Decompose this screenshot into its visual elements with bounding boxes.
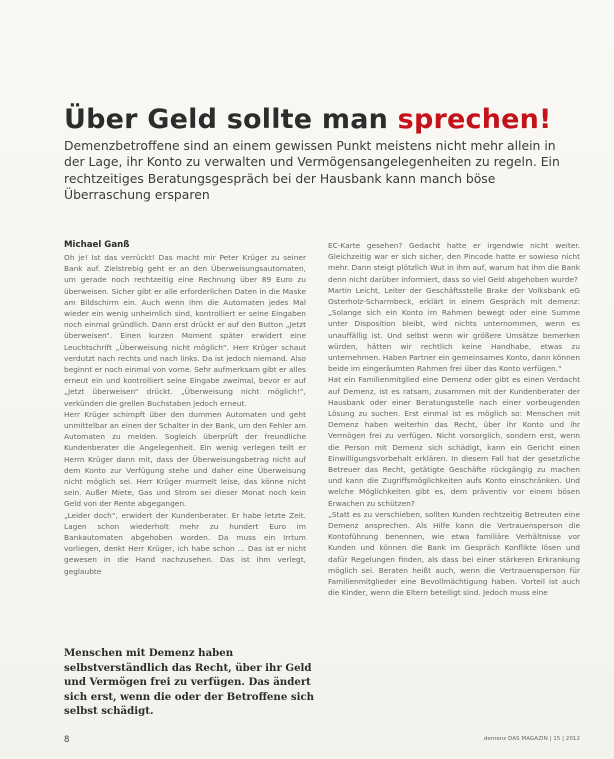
paragraph: EC-Karte gesehen? Gedacht hatte er irgendwie nicht weiter. Gleichzeitig war er sich sicher, den Pincode hatte er sowieso nicht mehr. Dann steigt plötzlich Wut in ihm auf, warum hat ihm die Bank denn nicht darüber informiert, dass so viel Geld abgehoben wurde?: [328, 241, 580, 284]
magazine-footer: demenz DAS MAGAZIN | 15 | 2012: [483, 736, 580, 742]
article-lead: Demenzbetroffene sind an einem gewissen Punkt meistens nicht mehr allein in der Lage, ihr Konto zu verwalten und Vermögensangelegenheiten zu regeln. Ein rechtzeitiges Beratungsgespräch bei der Hausbank kann manch böse Überraschung ersparen: [64, 138, 560, 203]
title-accent: sprechen!: [397, 104, 552, 136]
paragraph: Herr Krüger schimpft über den dummen Automaten und geht unmittelbar an einen der Schalter in der Bank, um den Fehler am Automaten zu melden. Sogleich überprüft der freundliche Kundenberater die Angelegenheit. Ein wenig verlegen teilt er Herrn Krüger dann mit, dass der Überweisungsbetrag nicht auf dem Konto zur Verfügung stehe und daher eine Überweisung nicht möglich sei. Herr Krüger murmelt leise, das könne nicht sein. Außer Miete, Gas und Strom sei dieser Monat noch kein Geld von der Rente abgegangen.: [64, 409, 306, 509]
paragraph: Hat ein Familienmitglied eine Demenz oder gibt es einen Verdacht auf Demenz, ist es ratsam, zusammen mit der Kundenberater der Hausbank oder einer Beratungsstelle nach einer vorbeugenden Lösung zu suchen. Erst einmal ist es möglich so: Menschen mit Demenz haben weiterhin das Recht, über ihr Konto und ihr Vermögen frei zu verfügen. Nicht vorsorglich, sondern erst, wenn die Person mit Demenz sich schädigt, kann ein Gericht einen Einwilligungsvorbehalt erklären. In diesem Fall hat der gesetzliche Betreuer das Recht, getätigte Geschäfte rückgängig zu machen und kann die Zugriffsmöglichkeiten aufs Konto einschränken. Und welche Möglichkeiten gibt es, dem präventiv vor einem bösen Erwachen zu schützen?: [328, 375, 580, 508]
paragraph: Martin Leicht, Leiter der Geschäftsstelle Brake der Volksbank eG Osterholz-Scharmbeck, erklärt in einem Gespräch mit demenz: „Solange sich ein Konto im Rahmen bewegt oder eine Summe unter Disposition bleibt, wird nichts unternommen, wenn es unauffällig ist. Und selbst wenn wir größere Umsätze bemerken würden, hätten wir rechtlich keine Handhabe, etwas zu unternehmen. Haben Partner ein gemeinsames Konto, dann können beide im eingeräumten Rahmen frei über das Konto verfügen.“: [328, 285, 580, 374]
title-main: Über Geld sollte man: [64, 104, 398, 136]
paragraph: „Leider doch“, erwidert der Kundenberater. Er habe letzte Zeit. Lagen schon wiederholt mehr zu hundert Euro im Bankautomaten abgehoben worden. Da muss ein Irrtum vorliegen, denkt Herr Krüger, ich habe schon ... Das ist er nicht gewesen in die Hand nachzusehen. Das ist ihm verlegt, geglaubte: [64, 510, 306, 576]
page-number: 8: [64, 735, 70, 745]
author-byline: Michael Ganß: [64, 240, 130, 250]
body-column-right: [328, 240, 580, 722]
body-column-left: [64, 252, 306, 640]
paragraph: Oh je! Ist das verrückt! Das macht mir Peter Krüger zu seiner Bank auf. Zielstrebig geht er an den Überweisungsautomaten, um gerade noch rechtzeitig eine Rechnung über 89 Euro zu überweisen. Sicher gibt er alle erforderlichen Daten in die Maske am Bildschirm ein. Auch wenn ihm die Automaten jedes Mal wieder ein wenig unheimlich sind, kontrolliert er seine Eingaben noch einmal gründlich. Dann erst drückt er auf den Button „Jetzt überweisen“. Einen kurzen Moment später erwidert eine Leuchtschrift „Überweisung nicht möglich“. Herr Krüger schaut verdutzt nach rechts und nach links. Da ist jedoch niemand. Also beginnt er noch einmal von vorne. Sehr aufmerksam gibt er alles erneut ein und kontrolliert seine Eingabe zweimal, bevor er auf „Jetzt überweisen“ drückt. „Überweisung nicht möglich!“, verkünden die grellen Buchstaben jedoch erneut.: [64, 253, 306, 408]
article-title: [64, 104, 584, 135]
paragraph: „Statt es zu verschieben, sollten Kunden rechtzeitig Betreuten eine Demenz ansprechen. Als Hilfe kann die Vertrauensperson die Kontoführung benennen, wie etwa familiäre Verhältnisse vor Kunden und können die Bank im Gespräch Konflikte lösen und dafür Regelungen finden, als dass bei einer stärkeren Erkrankung möglich sei. Beraten heißt auch, wenn die Vertrauensperson für Familienmitglieder eine Bevollmächtigung haben. Vorteil ist auch die Kinder, wenn die Eltern beteiligt sind. Jedoch muss eine: [328, 509, 580, 598]
pull-quote: Menschen mit Demenz haben selbstverständlich das Recht, über ihr Geld und Vermögen frei zu verfügen. Das ändert sich erst, wenn die oder der Betroffene sich selbst schädigt.: [64, 647, 315, 718]
